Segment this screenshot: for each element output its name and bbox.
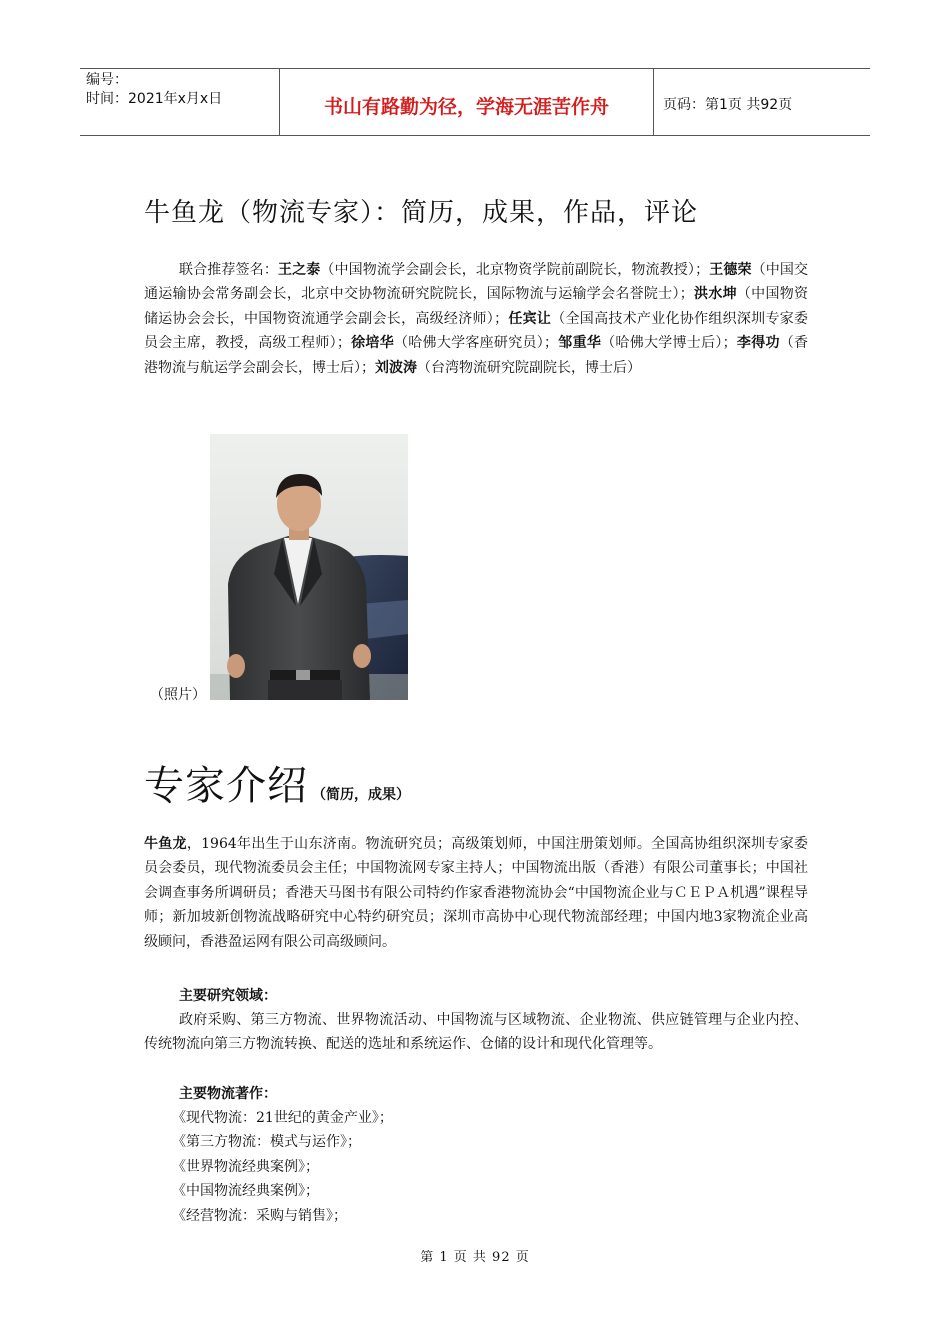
list-item: 《世界物流经典案例》；: [172, 1158, 319, 1175]
recommender-desc: （哈佛大学客座研究员）；: [393, 335, 559, 352]
list-item: 《中国物流经典案例》；: [172, 1183, 319, 1200]
recommender-name: 王德荣: [709, 262, 752, 278]
research-heading: 主要研究领域：: [179, 988, 277, 1004]
bio-paragraph: [144, 832, 808, 954]
recommender-name: 洪水坤: [693, 286, 737, 303]
section-title: 专家介绍: [144, 763, 308, 809]
page-header: [80, 68, 870, 136]
list-item: 《现代物流：21世纪的黄金产业》；: [172, 1110, 393, 1126]
header-page-info: 页码：第1页 共92页: [663, 97, 793, 113]
list-item: 《第三方物流：模式与运作》；: [172, 1134, 361, 1151]
document-title: 牛鱼龙（物流专家）：简历，成果，作品，评论: [144, 198, 699, 228]
recommender-desc: （中国物资储运协会会长，中国物资流通学会副会长，高级经济师）；: [144, 286, 809, 327]
works-list: [172, 1106, 393, 1228]
recommender-desc: （中国交通运输协会常务副会长，北京中交协物流研究院院长，国际物流与运输学会名誉院士）；: [144, 262, 809, 303]
header-number: 编号：: [86, 72, 128, 88]
works-heading: 主要物流著作：: [179, 1086, 277, 1102]
recommender-name: 任宾让: [508, 310, 552, 327]
page-footer: 第 1 页 共 92 页: [420, 1250, 530, 1265]
recommender-desc: （全国高技术产业化协作组织深圳专家委员会主席，教授，高级工程师）；: [144, 310, 809, 352]
header-meta: [80, 69, 280, 135]
header-motto: 书山有路勤为径，学海无涯苦作舟: [280, 69, 654, 135]
portrait-photo: [210, 434, 408, 700]
portrait-illustration: [210, 434, 408, 700]
header-time: 时间：2021年x月x日: [86, 91, 223, 107]
recommendation-paragraph: [144, 258, 808, 380]
recommender-desc: （台湾物流研究院副院长，博士后）: [417, 359, 641, 376]
recommender-desc: （中国物流学会副会长，北京物资学院前副院长，物流教授）；: [320, 262, 710, 278]
bio-text: ，1964年出生于山东济南。物流研究员；高级策划师，中国注册策划师。全国高协组织深圳专家委员会委员，现代物流委员会主任；中国物流网专家主持人；中国物流出版（香港）有限公司董事长；中国社会调查事务所调研员；香港天马图书有限公司特约作家香港物流协会“中国物流企业与ＣＥＰＡ机遇”课程导师；新加坡新创物流战略研究中心特约研究员；深圳市高协中心现代物流部经理；中国内地3家物流企业高级顾问，香港盈运网有限公司高级顾问。: [144, 836, 808, 950]
recommender-name: 邹重华: [558, 335, 602, 352]
recommender-name: 李得功: [736, 335, 780, 352]
recommender-desc: （哈佛大学博士后）；: [601, 335, 737, 352]
section-subtitle: （简历，成果）: [312, 787, 410, 803]
list-item: 《经营物流：采购与销售》；: [172, 1207, 347, 1224]
photo-caption: （照片）: [150, 687, 206, 703]
recommender-desc: （香港物流与航运学会副会长，博士后）；: [144, 335, 809, 376]
recommender-name: 王之泰: [277, 262, 321, 278]
recommend-intro: 联合推荐签名：: [179, 262, 278, 278]
section-heading: [144, 754, 410, 811]
recommender-name: 徐培华: [350, 335, 394, 352]
bio-name: 牛鱼龙: [144, 836, 187, 852]
research-paragraph: 政府采购、第三方物流、世界物流活动、中国物流与区域物流、企业物流、供应链管理与企业内控、传统物流向第三方物流转换、配送的选址和系统运作、仓储的设计和现代化管理等。: [144, 1012, 808, 1053]
recommender-name: 刘波涛: [375, 359, 417, 376]
